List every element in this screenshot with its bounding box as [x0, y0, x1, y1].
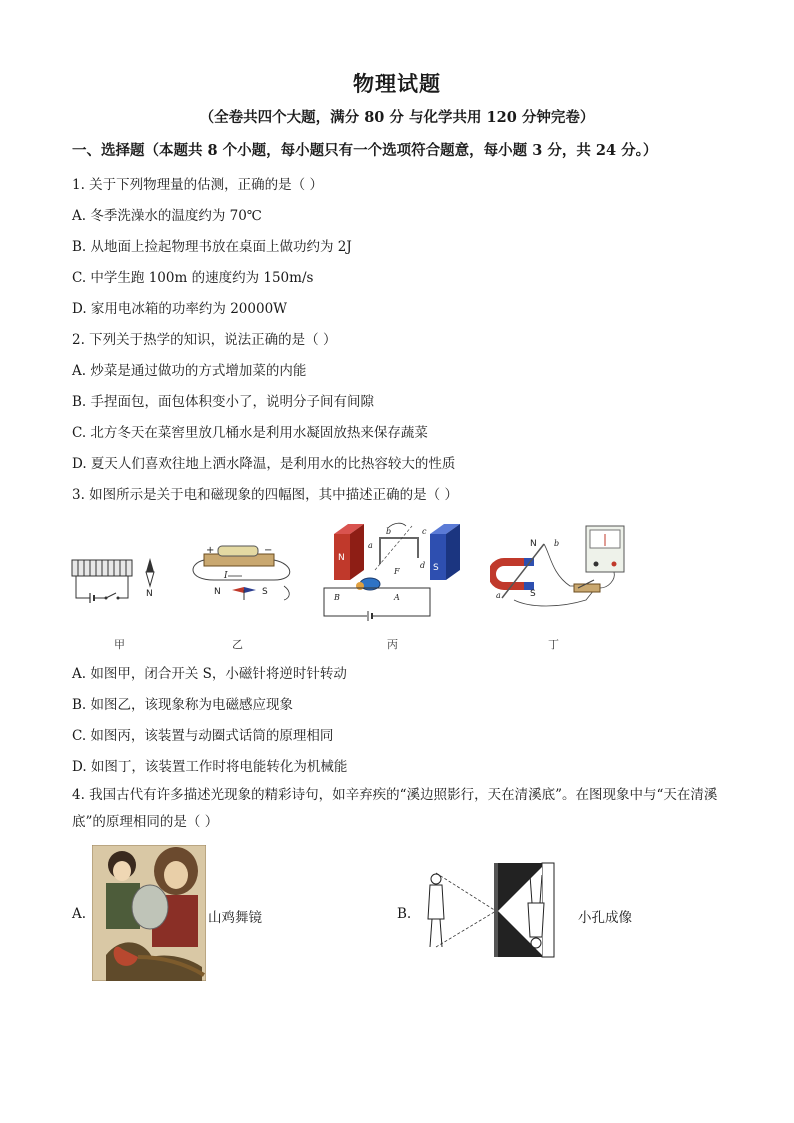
question-4-option-a-letter[interactable]: A. — [72, 906, 87, 922]
page-subtitle: （全卷共四个大题，满分 80 分 与化学共用 120 分钟完卷） — [199, 109, 595, 126]
question-3-stem: 3. 如图所示是关于电和磁现象的四幅图，其中描述正确的是（ ） — [72, 487, 458, 503]
figure-ding-n: N — [530, 539, 537, 549]
question-2-option-a[interactable]: A. 炒菜是通过做功的方式增加菜的内能 — [72, 363, 307, 379]
figure-ding — [490, 524, 630, 614]
question-2-stem: 2. 下列关于热学的知识，说法正确的是（ ） — [72, 332, 337, 348]
figure-label-bing: 丙 — [387, 638, 398, 651]
question-1-option-b[interactable]: B. 从地面上捡起物理书放在桌面上做功约为 2J — [72, 239, 352, 255]
question-3-option-d[interactable]: D. 如图丁，该装置工作时将电能转化为机械能 — [72, 759, 348, 775]
question-3-option-b[interactable]: B. 如图乙，该现象称为电磁感应现象 — [72, 697, 294, 713]
figure-label-ding: 丁 — [548, 638, 559, 651]
question-1-stem: 1. 关于下列物理量的估测，正确的是（ ） — [72, 177, 323, 193]
figure-bing-f: F — [394, 567, 400, 576]
figure-bing-s: S — [433, 563, 439, 573]
figure-bing-B: B — [334, 593, 340, 602]
question-2-option-b[interactable]: B. 手捏面包，面包体积变小了，说明分子间有间隙 — [72, 394, 375, 410]
figure-bing-c: c — [422, 527, 427, 536]
question-4-option-a-caption[interactable]: 山鸡舞镜 — [208, 910, 262, 926]
figure-ding-s: S — [530, 589, 536, 599]
figure-yi-s: S — [262, 587, 268, 597]
figure-yi — [184, 540, 304, 606]
question-4-option-b-letter[interactable]: B. — [397, 906, 412, 922]
figure-jia — [66, 548, 176, 608]
question-2-option-c[interactable]: C. 北方冬天在菜窖里放几桶水是利用水凝固放热来保存蔬菜 — [72, 425, 428, 441]
figure-label-jia: 甲 — [114, 638, 125, 651]
question-1-option-d[interactable]: D. 家用电冰箱的功率约为 20000W — [72, 301, 288, 317]
question-3-option-a[interactable]: A. 如图甲，闭合开关 S，小磁针将逆时针转动 — [72, 666, 347, 682]
question-1-option-a[interactable]: A. 冬季洗澡水的温度约为 70℃ — [72, 208, 262, 224]
question-4-stem: 4. 我国古代有许多描述光现象的精彩诗句，如辛弃疾的“溪边照影行，天在清溪底”。在图现象中与“天在清溪底”的原理相同的是（ ） — [72, 787, 718, 830]
question-2-option-d[interactable]: D. 夏天人们喜欢往地上洒水降温，是利用水的比热容较大的性质 — [72, 456, 456, 472]
figure-bing-b: b — [386, 527, 392, 536]
painting-image — [92, 845, 206, 981]
figure-yi-plus: + — [206, 545, 215, 556]
figure-bing-d: d — [420, 561, 426, 570]
question-3-option-c[interactable]: C. 如图丙，该装置与动圈式话筒的原理相同 — [72, 728, 334, 744]
figure-yi-current: I — [224, 571, 228, 581]
figure-bing — [320, 518, 470, 622]
figure-bing-a: a — [368, 541, 373, 550]
figure-yi-n: N — [214, 587, 221, 597]
question-1-option-c[interactable]: C. 中学生跑 100m 的速度约为 150m/s — [72, 270, 314, 286]
figure-ding-a: a — [496, 591, 501, 600]
figure-jia-n: N — [146, 589, 153, 599]
section-heading: 一、选择题（本题共 8 个小题，每小题只有一个选项符合题意，每小题 3 分，共 24 分。） — [72, 142, 658, 159]
page-title: 物理试题 — [353, 71, 441, 96]
figure-bing-n: N — [338, 553, 345, 563]
figure-yi-minus: − — [264, 545, 273, 556]
figure-label-yi: 乙 — [232, 638, 243, 651]
figure-ding-b: b — [554, 539, 560, 548]
pinhole-diagram — [414, 861, 576, 959]
question-4-option-b-caption[interactable]: 小孔成像 — [578, 910, 632, 926]
figure-bing-A: A — [394, 593, 400, 602]
